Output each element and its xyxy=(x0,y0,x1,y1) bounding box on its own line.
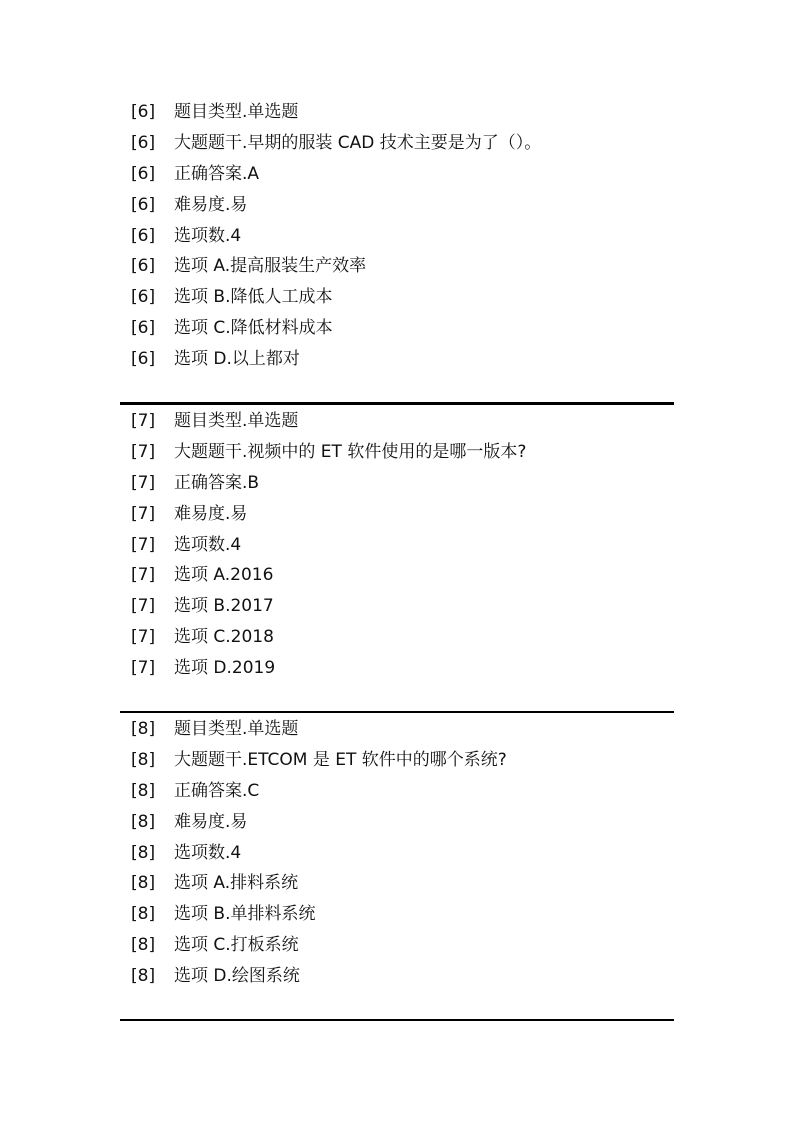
question-line xyxy=(120,406,674,437)
question-line xyxy=(120,313,674,344)
question-type: 题目类型.单选题 xyxy=(174,102,299,122)
question-number: [8] xyxy=(131,811,156,832)
option-d: 选项 D.2019 xyxy=(174,658,276,679)
question-line xyxy=(120,128,674,159)
option-c: 选项 C.降低材料成本 xyxy=(174,318,333,339)
question-number: [7] xyxy=(131,596,156,617)
option-d: 选项 D.绘图系统 xyxy=(174,966,300,987)
question-number: [6] xyxy=(131,287,156,308)
option-c: 选项 C.2018 xyxy=(174,627,274,648)
correct-answer: 正确答案.C xyxy=(174,780,260,801)
question-number: [6] xyxy=(131,318,156,339)
question-line xyxy=(120,776,674,807)
question-type: 题目类型.单选题 xyxy=(174,719,299,739)
option-b: 选项 B.降低人工成本 xyxy=(174,287,333,308)
section-divider xyxy=(120,402,674,405)
option-b: 选项 B.2017 xyxy=(174,596,274,617)
question-line xyxy=(120,591,674,622)
question-line xyxy=(120,221,674,252)
option-count: 选项数.4 xyxy=(174,842,242,863)
question-line xyxy=(120,868,674,899)
question-number: [7] xyxy=(131,411,156,431)
option-d: 选项 D.以上都对 xyxy=(174,349,300,370)
question-line xyxy=(120,838,674,869)
question-number: [7] xyxy=(131,441,156,462)
option-a: 选项 A.2016 xyxy=(174,565,274,586)
difficulty: 难易度.易 xyxy=(174,811,248,832)
option-c: 选项 C.打板系统 xyxy=(174,935,299,956)
question-block-8 xyxy=(120,714,674,992)
question-line xyxy=(120,899,674,930)
question-line xyxy=(120,190,674,221)
section-divider xyxy=(120,711,674,713)
question-number: [7] xyxy=(131,534,156,555)
question-line xyxy=(120,159,674,190)
option-b: 选项 B.单排料系统 xyxy=(174,904,316,925)
question-number: [7] xyxy=(131,627,156,648)
question-number: [6] xyxy=(131,102,156,122)
question-number: [6] xyxy=(131,225,156,246)
question-number: [6] xyxy=(131,194,156,215)
question-block-6 xyxy=(120,97,674,375)
question-line xyxy=(120,468,674,499)
question-type: 题目类型.单选题 xyxy=(174,411,299,431)
question-stem: 大题题干.早期的服装 CAD 技术主要是为了（）。 xyxy=(174,132,542,153)
question-number: [6] xyxy=(131,132,156,153)
question-line xyxy=(120,437,674,468)
question-number: [7] xyxy=(131,503,156,524)
question-line xyxy=(120,653,674,684)
question-number: [6] xyxy=(131,256,156,277)
question-number: [8] xyxy=(131,719,156,739)
question-number: [6] xyxy=(131,163,156,184)
question-number: [8] xyxy=(131,935,156,956)
question-number: [8] xyxy=(131,904,156,925)
question-line xyxy=(120,961,674,992)
question-line xyxy=(120,97,674,128)
question-number: [8] xyxy=(131,873,156,894)
difficulty: 难易度.易 xyxy=(174,194,248,215)
option-count: 选项数.4 xyxy=(174,225,242,246)
question-stem: 大题题干.ETCOM 是 ET 软件中的哪个系统? xyxy=(174,749,507,770)
option-a: 选项 A.提高服装生产效率 xyxy=(174,256,367,277)
question-line xyxy=(120,930,674,961)
question-number: [8] xyxy=(131,749,156,770)
question-stem: 大题题干.视频中的 ET 软件使用的是哪一版本? xyxy=(174,441,527,462)
question-number: [8] xyxy=(131,966,156,987)
question-number: [8] xyxy=(131,780,156,801)
correct-answer: 正确答案.A xyxy=(174,163,260,184)
section-divider xyxy=(120,1019,674,1021)
correct-answer: 正确答案.B xyxy=(174,472,260,493)
option-a: 选项 A.排料系统 xyxy=(174,873,299,894)
question-line xyxy=(120,622,674,653)
question-line xyxy=(120,344,674,375)
question-number: [7] xyxy=(131,565,156,586)
option-count: 选项数.4 xyxy=(174,534,242,555)
question-number: [6] xyxy=(131,349,156,370)
question-line xyxy=(120,530,674,561)
question-line xyxy=(120,745,674,776)
question-line xyxy=(120,560,674,591)
question-line xyxy=(120,282,674,313)
question-number: [7] xyxy=(131,658,156,679)
question-number: [8] xyxy=(131,842,156,863)
question-line xyxy=(120,714,674,745)
question-line xyxy=(120,499,674,530)
question-number: [7] xyxy=(131,472,156,493)
question-block-7 xyxy=(120,406,674,684)
question-line xyxy=(120,251,674,282)
question-line xyxy=(120,807,674,838)
difficulty: 难易度.易 xyxy=(174,503,248,524)
